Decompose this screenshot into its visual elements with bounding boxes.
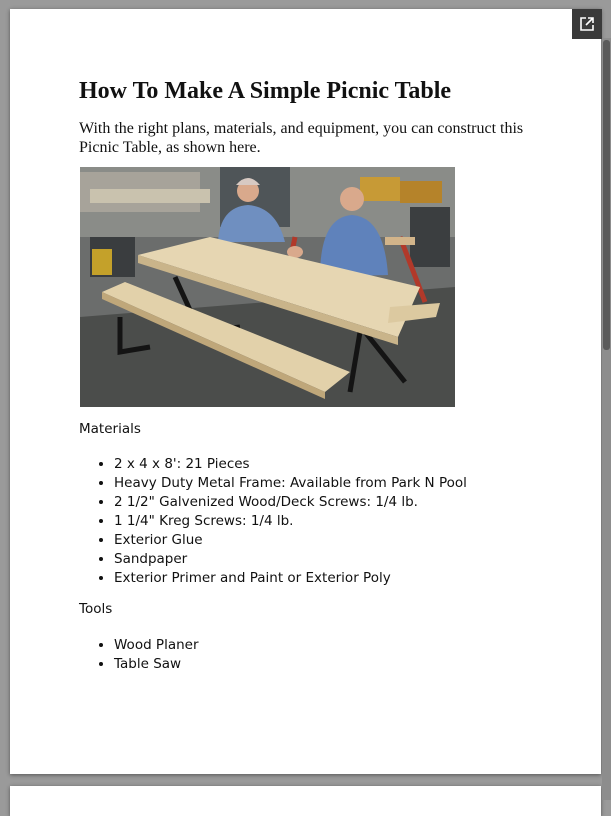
open-in-new-window-icon: [579, 16, 595, 32]
list-item: • Sandpaper: [114, 550, 467, 569]
next-page: [10, 786, 601, 816]
tools-list: [79, 636, 199, 674]
materials-heading: Materials: [79, 421, 141, 437]
list-item: • 1 1/4" Kreg Screws: 1/4 lb.: [114, 512, 467, 531]
page-title: How To Make A Simple Picnic Table: [79, 78, 452, 104]
list-item: • Exterior Primer and Paint or Exterior Poly: [114, 569, 467, 588]
scrollbar-thumb[interactable]: [603, 40, 610, 350]
list-item: • Exterior Glue: [114, 531, 467, 550]
list-item: • Table Saw: [114, 655, 199, 674]
intro-paragraph: With the right plans, materials, and equipment, you can construct this Picnic Table, as shown here.: [79, 120, 524, 156]
popout-button[interactable]: [572, 9, 602, 39]
tools-heading: Tools: [79, 601, 113, 617]
picnic-table-photo: [80, 167, 455, 407]
list-item: • 2 x 4 x 8': 21 Pieces: [114, 455, 467, 474]
list-item: • Heavy Duty Metal Frame: Available from Park N Pool: [114, 474, 467, 493]
list-item: • 2 1/2" Galvenized Wood/Deck Screws: 1/4 lb.: [114, 493, 467, 512]
materials-list: [79, 455, 467, 588]
document-page: [10, 9, 601, 774]
photo-illustration: [80, 167, 455, 407]
list-item: • Wood Planer: [114, 636, 199, 655]
